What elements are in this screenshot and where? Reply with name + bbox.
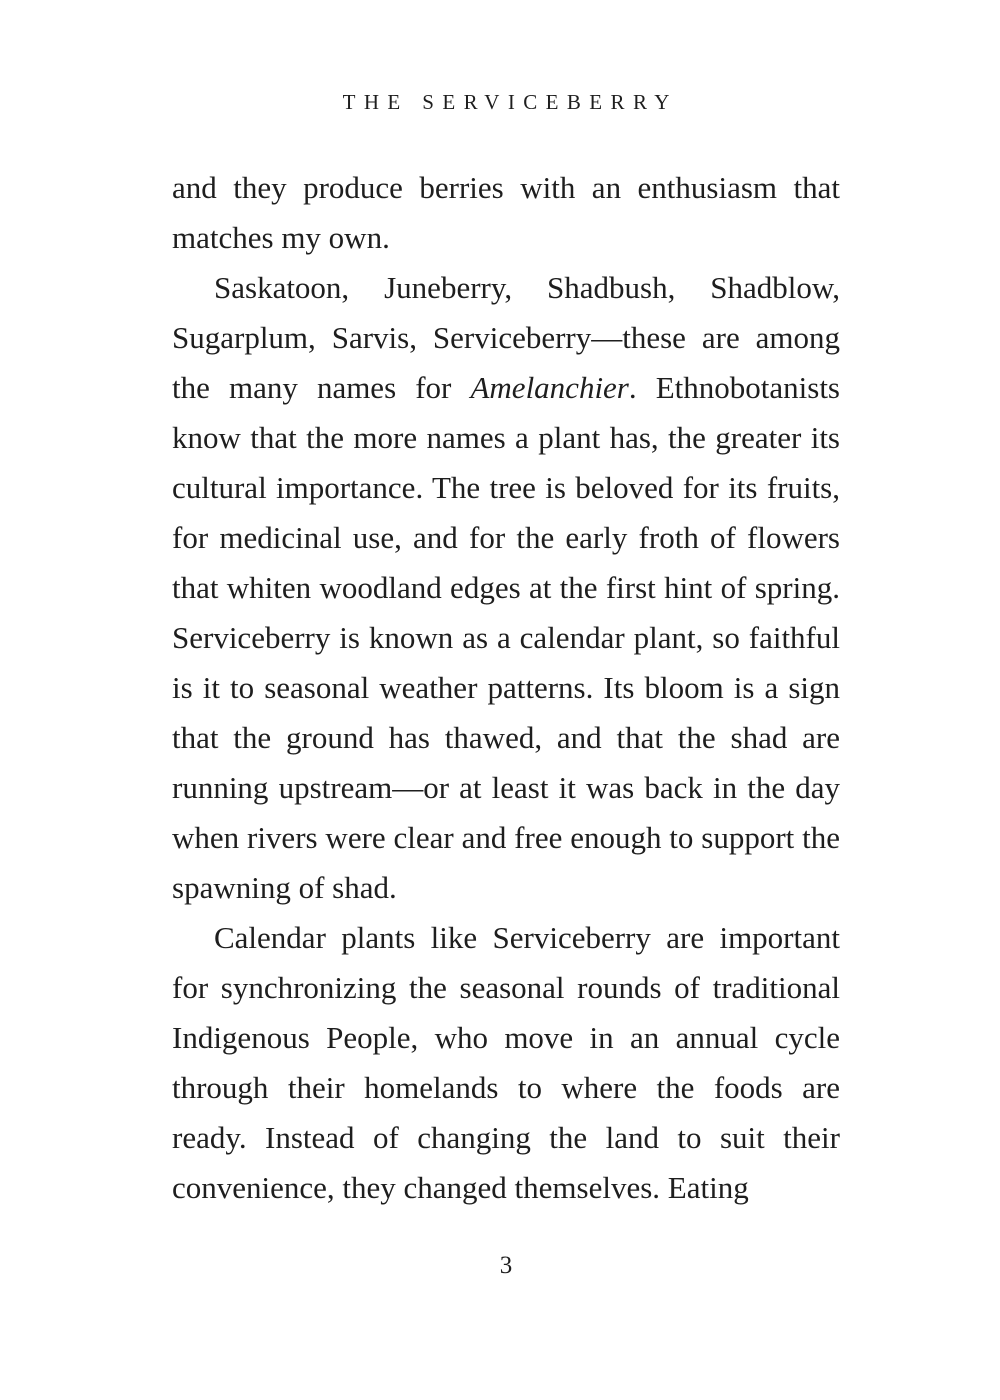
- paragraph: [172, 163, 840, 263]
- paragraph: [172, 263, 840, 913]
- body-text-block: [172, 163, 840, 1213]
- running-header: THE SERVICEBERRY: [342, 90, 678, 114]
- body-text: Calendar plants like Serviceberry are important for synchronizing the seasonal rounds of traditional Indigenous People, who move in an annual cycle through their homelands to where the foods are ready. Instead of changing the land to suit their convenience, they changed themselves. Eating: [172, 920, 840, 1205]
- italic-text: Amelanchier: [470, 370, 629, 405]
- body-text: . Ethnobotanists know that the more names a plant has, the greater its cultural importance. The tree is beloved for its fruits, for medicinal use, and for the early froth of flowers that whiten woodland edges at the first hint of spring. Serviceberry is known as a calendar plant, so faithful is it to seasonal weather patterns. Its bloom is a sign that the ground has thawed, and that the shad are running upstream—or at least it was back in the day when rivers were clear and free enough to support the spawning of shad.: [172, 370, 840, 905]
- body-text: and they produce berries with an enthusiasm that matches my own.: [172, 170, 840, 255]
- body-text: Saskatoon, Juneberry, Shadbush, Shadblow, Sugarplum, Sarvis, Serviceberry—these are among the many names for: [172, 270, 840, 405]
- page-number: 3: [499, 1252, 513, 1279]
- paragraph: [172, 913, 840, 1213]
